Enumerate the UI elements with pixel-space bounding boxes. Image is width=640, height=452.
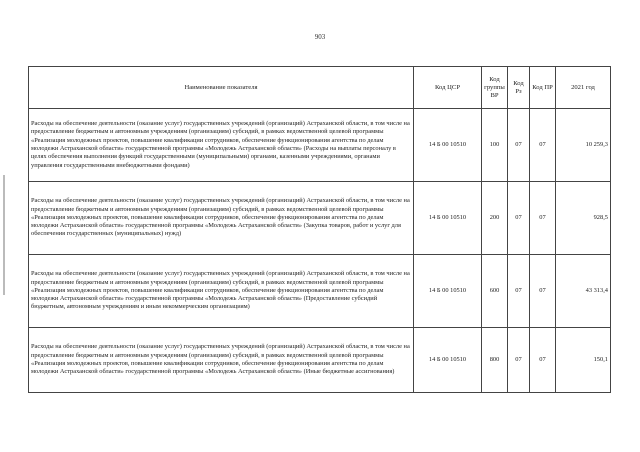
- table-header-row: [29, 67, 611, 109]
- row-pr: 07: [530, 182, 556, 255]
- row-pr: 07: [530, 109, 556, 182]
- table-row: [29, 328, 611, 393]
- scan-edge-mark: [3, 175, 5, 295]
- table-row: [29, 255, 611, 328]
- row-name: Расходы на обеспечение деятельности (оказание услуг) государственных учреждений (организаций) Астраханской области, в том числе на предоставление бюджетным и автономным учреждениям (организациям) субсидий, в рамках ведомственной целевой программы «Реализация молодежных проектов, повышение квалификации сотрудников, обеспечение функционирования агентства по делам молодежи Астраханской области» государственной программы «Молодежь Астраханской области» (Предоставление субсидий бюджетным, автономным учреждениям и иным некоммерческим организациям): [29, 255, 414, 328]
- table-row: [29, 182, 611, 255]
- header-year: 2021 год: [556, 67, 611, 109]
- row-rz: 07: [508, 328, 530, 393]
- row-rz: 07: [508, 255, 530, 328]
- row-amount: 10 259,3: [556, 109, 611, 182]
- budget-table: [28, 66, 611, 393]
- header-csr: Код ЦСР: [414, 67, 482, 109]
- row-csr: 14 Б 00 10510: [414, 328, 482, 393]
- header-vr: Код группы ВР: [482, 67, 508, 109]
- row-name: Расходы на обеспечение деятельности (оказание услуг) государственных учреждений (организаций) Астраханской области, в том числе на предоставление бюджетным и автономным учреждениям (организациям) субсидий, в рамках ведомственной целевой программы «Реализация молодежных проектов, повышение квалификации сотрудников, обеспечение функционирования агентства по делам молодежи Астраханской области» государственной программы «Молодежь Астраханской области» (Расходы на выплаты персоналу в целях обеспечения выполнения функций государственными (муниципальными) органами, казенными учреждениями, органами управления государственными внебюджетными фондами): [29, 109, 414, 182]
- row-amount: 43 313,4: [556, 255, 611, 328]
- row-rz: 07: [508, 182, 530, 255]
- row-name: Расходы на обеспечение деятельности (оказание услуг) государственных учреждений (организаций) Астраханской области, в том числе на предоставление бюджетным и автономным учреждениям (организациям) субсидий, в рамках ведомственной целевой программы «Реализация молодежных проектов, повышение квалификации сотрудников, обеспечение функционирования агентства по делам молодежи Астраханской области» государственной программы «Молодежь Астраханской области» (Закупка товаров, работ и услуг для обеспечения государственных (муниципальных) нужд): [29, 182, 414, 255]
- row-rz: 07: [508, 109, 530, 182]
- row-name: Расходы на обеспечение деятельности (оказание услуг) государственных учреждений (организаций) Астраханской области, в том числе на предоставление бюджетным и автономным учреждениям (организациям) субсидий, в рамках ведомственной целевой программы «Реализация молодежных проектов, повышение квалификации сотрудников, обеспечение функционирования агентства по делам молодежи Астраханской области» государственной программы «Молодежь Астраханской области» (Иные бюджетные ассигнования): [29, 328, 414, 393]
- row-vr: 800: [482, 328, 508, 393]
- row-amount: 928,5: [556, 182, 611, 255]
- row-vr: 100: [482, 109, 508, 182]
- header-name: Наименование показателя: [29, 67, 414, 109]
- page-number: 903: [314, 33, 326, 41]
- row-csr: 14 Б 00 10510: [414, 255, 482, 328]
- row-amount: 150,1: [556, 328, 611, 393]
- row-csr: 14 Б 00 10510: [414, 109, 482, 182]
- row-vr: 200: [482, 182, 508, 255]
- row-vr: 600: [482, 255, 508, 328]
- row-pr: 07: [530, 255, 556, 328]
- row-pr: 07: [530, 328, 556, 393]
- header-rz: Код Рз: [508, 67, 530, 109]
- row-csr: 14 Б 00 10510: [414, 182, 482, 255]
- table-row: [29, 109, 611, 182]
- header-pr: Код ПР: [530, 67, 556, 109]
